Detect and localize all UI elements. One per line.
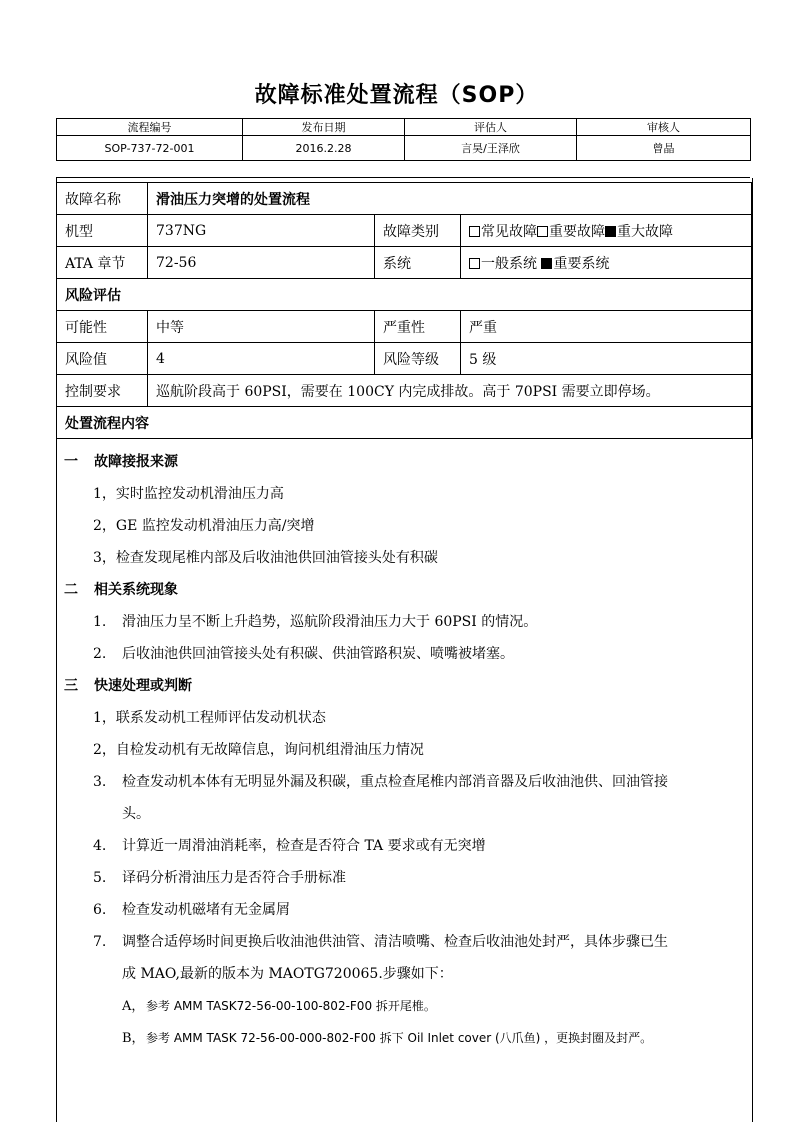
section-title: 故障接报来源	[94, 454, 178, 470]
model-value: 737NG	[148, 215, 375, 247]
list-item	[93, 611, 537, 631]
system-options	[461, 247, 752, 279]
section-heading-1	[64, 451, 178, 471]
risk-level-value: 5 级	[461, 343, 752, 375]
fault-type-option-important: 重要故障	[549, 223, 605, 240]
section-number: 三	[64, 678, 78, 694]
item-text: 联系发动机工程师评估发动机状态	[115, 710, 326, 726]
sub-item-letter: B，	[122, 1031, 145, 1046]
fault-type-option-major: 重大故障	[617, 223, 673, 240]
list-item	[93, 931, 668, 951]
risk-value-label: 风险值	[57, 343, 148, 375]
item-number: 1.	[93, 614, 107, 630]
severity-label: 严重性	[375, 311, 461, 343]
item-number: 6.	[93, 902, 107, 918]
sub-item-text: 参考 AMM TASK72-56-00-100-802-F00 拆开尾椎。	[146, 999, 436, 1013]
system-checkbox-general	[469, 258, 480, 269]
sub-list-item	[122, 995, 436, 1014]
likelihood-label: 可能性	[57, 311, 148, 343]
list-item	[93, 867, 346, 887]
sub-list-item	[122, 1027, 652, 1046]
list-item	[93, 515, 315, 535]
severity-value: 严重	[461, 311, 752, 343]
section-title: 相关系统现象	[94, 582, 178, 598]
item-text: 调整合适停场时间更换后收油池供油管、清洁喷嘴、检查后收油池处封严，具体步骤已生	[122, 934, 668, 950]
risk-value-row	[57, 343, 752, 375]
model-row	[57, 215, 752, 247]
list-item	[93, 739, 424, 759]
list-item	[93, 547, 438, 567]
fault-type-label: 故障类别	[375, 215, 461, 247]
meta-header-reviewer: 审核人	[577, 119, 751, 136]
item-number: 1，	[93, 710, 116, 726]
ata-label: ATA 章节	[57, 247, 148, 279]
likelihood-row	[57, 311, 752, 343]
meta-value-row	[57, 136, 751, 161]
fault-name-label: 故障名称	[57, 183, 148, 215]
system-checkbox-important	[541, 258, 552, 269]
item-text: 检查发动机本体有无明显外漏及积碳，重点检查尾椎内部消音器及后收油池供、回油管接	[122, 774, 668, 790]
item-text: 译码分析滑油压力是否符合手册标准	[122, 870, 346, 886]
list-item-continuation: 头。	[122, 806, 150, 822]
item-text: 后收油池供回油管接头处有积碳、供油管路积炭、喷嘴被堵塞。	[122, 646, 514, 662]
meta-table	[56, 118, 751, 161]
list-item	[93, 707, 326, 727]
item-number: 5.	[93, 870, 107, 886]
item-text: 实时监控发动机滑油压力高	[115, 486, 284, 502]
list-item	[93, 835, 486, 855]
content-header-row	[57, 407, 752, 439]
risk-header-row	[57, 279, 752, 311]
fault-name-value: 滑油压力突增的处置流程	[148, 183, 752, 215]
item-text: 滑油压力呈不断上升趋势，巡航阶段滑油压力大于 60PSI 的情况。	[122, 614, 538, 630]
content-header: 处置流程内容	[57, 407, 752, 439]
sub-item-text: 参考 AMM TASK 72-56-00-000-802-F00 拆下 Oil Inlet cover (八爪鱼) ，更换封圈及封严。	[146, 1031, 653, 1045]
item-text: 检查发现尾椎内部及后收油池供回油管接头处有积碳	[115, 550, 438, 566]
item-number: 2，	[93, 518, 116, 534]
meta-release-date: 2016.2.28	[243, 136, 405, 161]
meta-header-release-date: 发布日期	[243, 119, 405, 136]
item-number: 3.	[93, 774, 107, 790]
list-item	[93, 899, 290, 919]
control-value: 巡航阶段高于 60PSI，需要在 100CY 内完成排故。高于 70PSI 需要立即停场。	[148, 375, 752, 407]
page-title: 故障标准处置流程（SOP）	[254, 83, 539, 108]
system-label: 系统	[375, 247, 461, 279]
section-number: 二	[64, 582, 78, 598]
list-item	[93, 643, 514, 663]
item-number: 2.	[93, 646, 107, 662]
fault-name-row	[57, 183, 752, 215]
system-option-general: 一般系统	[481, 255, 537, 272]
ata-row	[57, 247, 752, 279]
section-title: 快速处理或判断	[94, 678, 192, 694]
item-text: GE 监控发动机滑油压力高/突增	[115, 518, 315, 534]
item-text: 计算近一周滑油消耗率，检查是否符合 TA 要求或有无突增	[122, 838, 486, 854]
meta-header-row	[57, 119, 751, 136]
list-item-continuation: 成 MAO,最新的版本为 MAOTG720065.步骤如下：	[122, 966, 453, 982]
risk-level-label: 风险等级	[375, 343, 461, 375]
control-label: 控制要求	[57, 375, 148, 407]
fault-type-options	[461, 215, 752, 247]
meta-assessor: 言昊/王泽欣	[405, 136, 577, 161]
list-item	[93, 771, 668, 791]
item-number: 1，	[93, 486, 116, 502]
meta-header-process-no: 流程编号	[57, 119, 243, 136]
section-number: 一	[64, 454, 78, 470]
meta-reviewer: 曾晶	[577, 136, 751, 161]
system-option-important: 重要系统	[553, 255, 610, 272]
sub-item-letter: A，	[122, 999, 145, 1014]
model-label: 机型	[57, 215, 148, 247]
fault-type-checkbox-important	[537, 226, 548, 237]
risk-value: 4	[148, 343, 375, 375]
fault-type-option-common: 常见故障	[481, 223, 537, 240]
item-text: 自检发动机有无故障信息，询问机组滑油压力情况	[115, 742, 424, 758]
item-number: 2，	[93, 742, 116, 758]
meta-header-assessor: 评估人	[405, 119, 577, 136]
item-number: 4.	[93, 838, 107, 854]
list-item	[93, 483, 284, 503]
item-number: 7.	[93, 934, 107, 950]
control-row	[57, 375, 752, 407]
item-number: 3，	[93, 550, 116, 566]
likelihood-value: 中等	[148, 311, 375, 343]
section-heading-3	[64, 675, 192, 695]
section-heading-2	[64, 579, 178, 599]
risk-header: 风险评估	[57, 279, 752, 311]
meta-process-no: SOP-737-72-001	[57, 136, 243, 161]
fault-type-checkbox-major	[605, 226, 616, 237]
info-table	[56, 182, 752, 439]
fault-type-checkbox-common	[469, 226, 480, 237]
ata-value: 72-56	[148, 247, 375, 279]
item-text: 检查发动机磁堵有无金属屑	[122, 902, 290, 918]
